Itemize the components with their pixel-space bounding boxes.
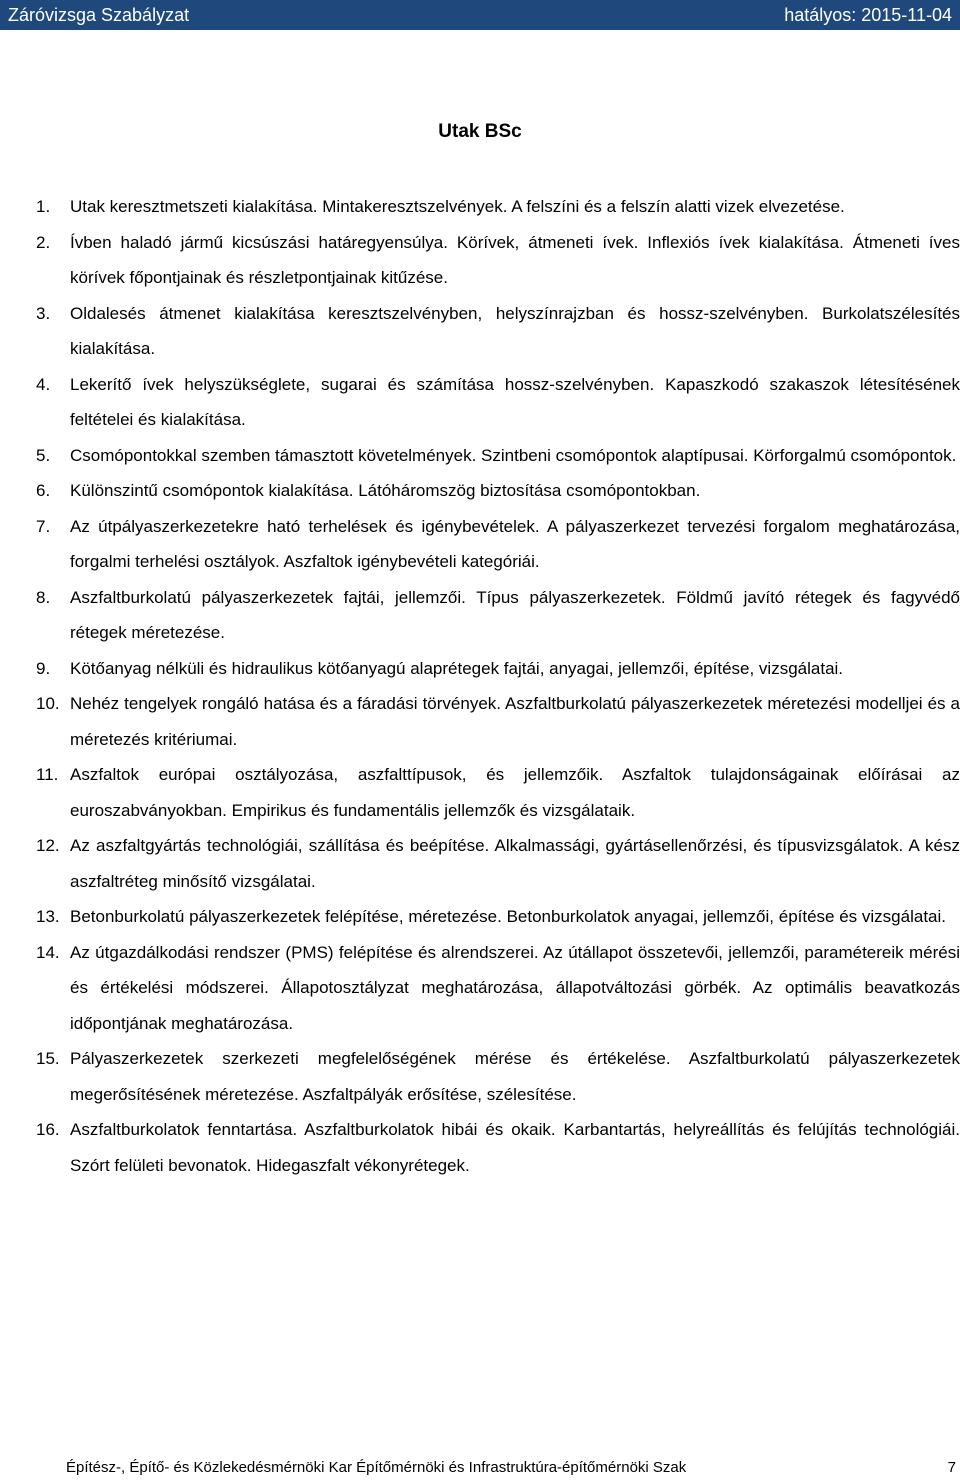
topic-list bbox=[36, 189, 960, 1183]
item-text: Utak keresztmetszeti kialakítása. Mintakeresztszelvények. A felszíni és a felszín alatti vizek elvezetése. bbox=[70, 197, 845, 216]
list-item bbox=[36, 651, 960, 687]
item-text: Csomópontokkal szemben támasztott követelmények. Szintbeni csomópontok alaptípusai. Körforgalmú csomópontok. bbox=[70, 445, 957, 465]
item-number: 12. bbox=[36, 836, 60, 855]
item-number: 7. bbox=[36, 516, 51, 536]
list-item bbox=[36, 828, 960, 899]
list-item bbox=[36, 473, 960, 509]
list-item bbox=[36, 509, 960, 580]
list-item bbox=[36, 1041, 960, 1112]
item-number: 2. bbox=[36, 232, 51, 252]
list-item bbox=[36, 1112, 960, 1183]
item-number: 14. bbox=[36, 942, 60, 962]
item-number: 6. bbox=[36, 481, 51, 500]
item-text: Kötőanyag nélküli és hidraulikus kötőanyagú alaprétegek fajtái, anyagai, jellemzői, építése, vizsgálatai. bbox=[70, 658, 844, 678]
header-effective-date: hatályos: 2015-11-04 bbox=[784, 5, 952, 25]
item-text: Pályaszerkezetek szerkezeti megfelelőségének mérése és értékelése. Aszfaltburkolatú pályaszerkezetek megerősítésének méretezése. Aszfaltpályák erősítése, szélesítése. bbox=[70, 1049, 960, 1104]
item-number: 5. bbox=[36, 445, 51, 465]
list-item bbox=[36, 189, 960, 225]
list-item bbox=[36, 225, 960, 296]
item-number: 1. bbox=[36, 197, 51, 216]
item-text: Nehéz tengelyek rongáló hatása és a fáradási törvények. Aszfaltburkolatú pályaszerkezetek méretezési modelljei és a méretezés kritériumai. bbox=[70, 694, 960, 749]
list-item bbox=[36, 899, 960, 935]
item-text: Aszfaltburkolatú pályaszerkezetek fajtái, jellemzői. Típus pályaszerkezetek. Földmű javító rétegek és fagyvédő rétegek méretezése. bbox=[70, 587, 960, 642]
item-text: Ívben haladó jármű kicsúszási határegyensúlya. Körívek, átmeneti ívek. Inflexiós ívek kialakítása. Átmeneti íves körívek főpontjainak és részletpontjainak kitűzése. bbox=[70, 232, 960, 287]
item-text: Különszintű csomópontok kialakítása. Látóháromszög biztosítása csomópontokban. bbox=[70, 481, 701, 500]
footer-faculty-text: Építész-, Építő- és Közlekedésmérnöki Kar Építőmérnöki és Infrastruktúra-építőmérnöki Szak bbox=[66, 1459, 687, 1476]
item-text: Aszfaltok európai osztályozása, aszfalttípusok, és jellemzőik. Aszfaltok tulajdonságainak előírásai az euroszabványokban. Empirikus és fundamentális jellemzők és vizsgálataik. bbox=[70, 765, 960, 820]
item-text: Aszfaltburkolatok fenntartása. Aszfaltburkolatok hibái és okaik. Karbantartás, helyreállítás és felújítás technológiái. Szórt felületi bevonatok. Hidegaszfalt vékonyrétegek. bbox=[70, 1120, 960, 1175]
item-number: 3. bbox=[36, 303, 51, 323]
list-item bbox=[36, 686, 960, 757]
page-header bbox=[0, 0, 960, 30]
page-number: 7 bbox=[947, 1459, 956, 1476]
header-document-title: Záróvizsga Szabályzat bbox=[8, 5, 190, 25]
item-text: Lekerítő ívek helyszükséglete, sugarai és számítása hossz-szelvényben. Kapaszkodó szakaszok létesítésének feltételei és kialakítása. bbox=[70, 374, 960, 429]
item-number: 4. bbox=[36, 374, 51, 394]
item-number: 8. bbox=[36, 587, 51, 607]
item-text: Betonburkolatú pályaszerkezetek felépítése, méretezése. Betonburkolatok anyagai, jellemzői, építése és vizsgálatai. bbox=[70, 907, 946, 926]
item-text: Az útpályaszerkezetekre ható terhelések és igénybevételek. A pályaszerkezet tervezési forgalom meghatározása, forgalmi terhelési osztályok. Aszfaltok igénybevételi kategóriái. bbox=[70, 516, 960, 571]
item-number: 10. bbox=[36, 694, 60, 713]
item-number: 11. bbox=[36, 765, 59, 784]
item-text: Oldalesés átmenet kialakítása keresztszelvényben, helyszínrajzban és hossz-szelvényben. Burkolatszélesítés kialakítása. bbox=[70, 303, 960, 358]
page-title: Utak BSc bbox=[438, 121, 522, 142]
item-text: Az aszfaltgyártás technológiái, szállítása és beépítése. Alkalmassági, gyártásellenőrzési, és típusvizsgálatok. A kész aszfaltréteg minősítő vizsgálatai. bbox=[70, 836, 960, 891]
list-item bbox=[36, 438, 960, 474]
list-item bbox=[36, 367, 960, 438]
list-item bbox=[36, 757, 960, 828]
item-number: 9. bbox=[36, 658, 51, 678]
list-item bbox=[36, 935, 960, 1042]
list-item bbox=[36, 580, 960, 651]
list-item bbox=[36, 296, 960, 367]
item-text: Az útgazdálkodási rendszer (PMS) felépítése és alrendszerei. Az útállapot összetevői, jellemzői, paramétereik mérési és értékelési módszerei. Állapotosztályzat meghatározása, állapotváltozási görbék. Az optimális beavatkozás időpontjának meghatározása. bbox=[70, 942, 960, 1033]
item-number: 15. bbox=[36, 1049, 60, 1068]
item-number: 16. bbox=[36, 1120, 60, 1139]
item-number: 13. bbox=[36, 907, 60, 926]
